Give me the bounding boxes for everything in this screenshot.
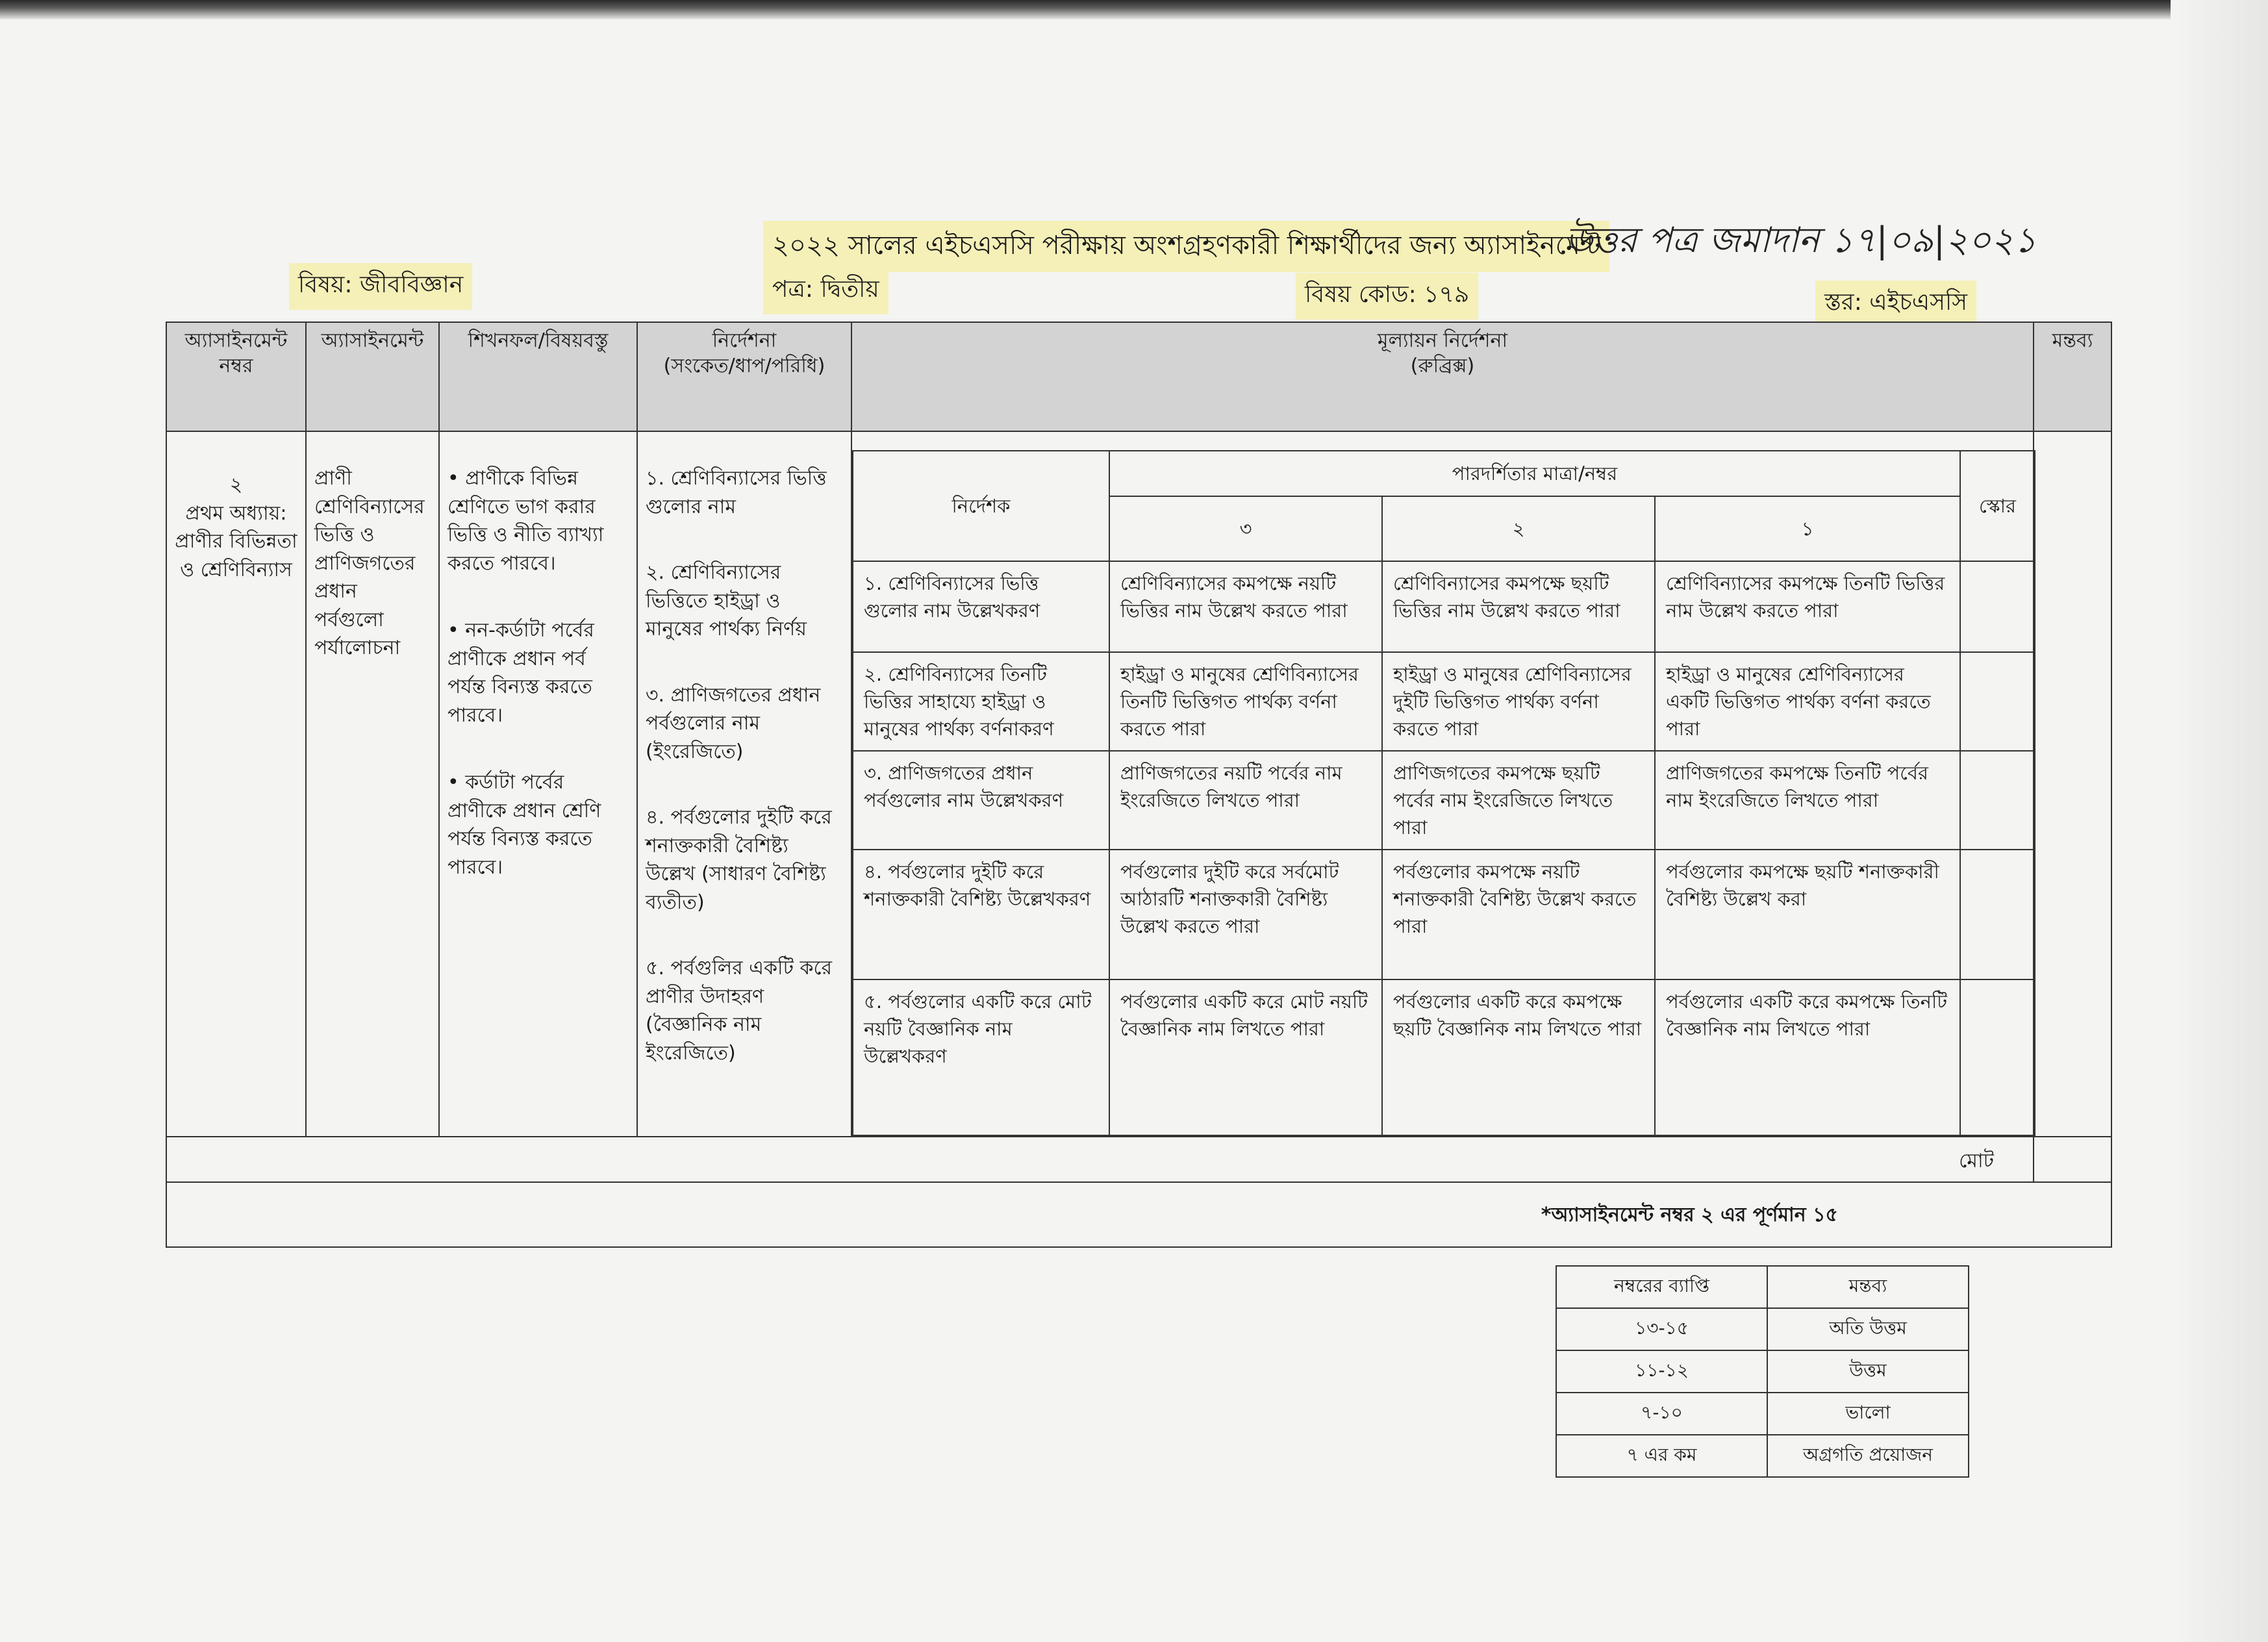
rubric-indicator-header: নির্দেশক [853, 451, 1109, 561]
step-item: ৫. পর্বগুলির একটি করে প্রাণীর উদাহরণ (বৈজ্ঞানিক নাম ইংরেজিতে) [646, 957, 833, 1065]
chapter-name: প্রথম অধ্যায়: প্রাণীর বিভিন্নতা ও শ্রেণিবিন্যাস [175, 501, 297, 581]
rubric-table [852, 450, 2035, 1136]
outcome-item: • প্রাণীকে বিভিন্ন শ্রেণিতে ভাগ করার ভিত্তি ও নীতি ব্যাখ্যা করতে পারবে। [447, 467, 604, 575]
grading-remark: উত্তম [1767, 1350, 1969, 1393]
rubric-level-2: ২ [1382, 496, 1655, 561]
level-label: স্তর: এইচএসসি [1815, 281, 1976, 327]
rubric-score-cell [1960, 652, 2035, 751]
header-remarks: মন্তব্য [2034, 322, 2111, 431]
rubric-proficiency-header: পারদর্শিতার মাত্রা/নম্বর [1109, 451, 1960, 496]
full-mark-note: *অ্যাসাইনমেন্ট নম্বর ২ এর পূর্ণমান ১৫ [166, 1182, 2111, 1247]
total-remarks-cell [2034, 1137, 2111, 1182]
rubric-level3-text: শ্রেণিবিন্যাসের কমপক্ষে নয়টি ভিত্তির নাম উল্লেখ করতে পারা [1109, 561, 1382, 652]
step-item: ৩. প্রাণিজগতের প্রধান পর্বগুলোর নাম (ইংরেজিতে) [646, 683, 821, 763]
grading-range: ৭ এর কম [1556, 1435, 1767, 1477]
rubric-score-cell [1960, 850, 2035, 979]
rubric-indicator: ৩. প্রাণিজগতের প্রধান পর্বগুলোর নাম উল্লেখকরণ [853, 751, 1109, 850]
rubric-level2-text: শ্রেণিবিন্যাসের কমপক্ষে ছয়টি ভিত্তির নাম উল্লেখ করতে পারা [1382, 561, 1655, 652]
handwritten-submission-date: উত্তর পত্র জমাদান ১৭|০৯|২০২১ [1565, 220, 2037, 260]
instruction-steps-cell [637, 431, 851, 1137]
scan-top-edge [0, 0, 2268, 19]
rubric-level2-text: পর্বগুলোর একটি করে কমপক্ষে ছয়টি বৈজ্ঞানিক নাম লিখতে পারা [1382, 979, 1655, 1135]
remarks-cell [2034, 431, 2111, 1137]
rubric-level3-text: প্রাণিজগতের নয়টি পর্বের নাম ইংরেজিতে লিখতে পারা [1109, 751, 1382, 850]
grading-range: ১১-১২ [1556, 1350, 1767, 1393]
header-assignment: অ্যাসাইনমেন্ট [306, 322, 439, 431]
grading-remark: অগ্রগতি প্রয়োজন [1767, 1435, 1969, 1477]
subject-label: বিষয়: জীববিজ্ঞান [289, 263, 472, 310]
header-instruction-title: নির্দেশনা [712, 329, 777, 352]
rubric-score-cell [1960, 751, 2035, 850]
header-instruction [637, 322, 851, 431]
rubric-level-1: ১ [1655, 496, 1960, 561]
header-assignment-no: অ্যাসাইনমেন্ট নম্বর [166, 322, 306, 431]
subject-code-label: বিষয় কোড: ১৭৯ [1296, 273, 1478, 320]
header-learning-outcome: শিখনফল/বিষয়বস্তু [439, 322, 637, 431]
grading-remark: ভালো [1767, 1393, 1969, 1435]
rubric-level2-text: হাইড্রা ও মানুষের শ্রেণিবিন্যাসের দুইটি ভিত্তিগত পার্থক্য বর্ণনা করতে পারা [1382, 652, 1655, 751]
rubric-level1-text: পর্বগুলোর একটি করে কমপক্ষে তিনটি বৈজ্ঞানিক নাম লিখতে পারা [1655, 979, 1960, 1135]
step-item: ১. শ্রেণিবিন্যাসের ভিত্তি গুলোর নাম [646, 467, 827, 518]
grading-range: ৭-১০ [1556, 1393, 1767, 1435]
outcome-item: • নন-কর্ডাটা পর্বের প্রাণীকে প্রধান পর্ব পর্যন্ত বিন্যস্ত করতে পারবে। [447, 619, 594, 727]
total-label: মোট [166, 1137, 2034, 1182]
rubric-level1-text: প্রাণিজগতের কমপক্ষে তিনটি পর্বের নাম ইংরেজিতে লিখতে পারা [1655, 751, 1960, 850]
grading-header-range: নম্বরের ব্যাপ্তি [1556, 1266, 1767, 1308]
rubric-indicator: ৪. পর্বগুলোর দুইটি করে শনাক্তকারী বৈশিষ্ট্য উল্লেখকরণ [853, 850, 1109, 979]
document-title: ২০২২ সালের এইচএসসি পরীক্ষায় অংশগ্রহণকারী শিক্ষার্থীদের জন্য অ্যাসাইনমেন্ট [763, 221, 1609, 272]
rubric-level3-text: হাইড্রা ও মানুষের শ্রেণিবিন্যাসের তিনটি ভিত্তিগত পার্থক্য বর্ণনা করতে পারা [1109, 652, 1382, 751]
step-item: ২. শ্রেণিবিন্যাসের ভিত্তিতে হাইড্রা ও মানুষের পার্থক্য নির্ণয় [646, 561, 807, 640]
paper-label: পত্র: দ্বিতীয় [763, 268, 888, 314]
rubric-level3-text: পর্বগুলোর দুইটি করে সর্বমোট আঠারটি শনাক্তকারী বৈশিষ্ট্য উল্লেখ করতে পারা [1109, 850, 1382, 979]
rubric-score-cell [1960, 561, 2035, 652]
rubric-cell [851, 431, 2034, 1137]
rubric-level2-text: পর্বগুলোর কমপক্ষে নয়টি শনাক্তকারী বৈশিষ্ট্য উল্লেখ করতে পারা [1382, 850, 1655, 979]
grading-range: ১৩-১৫ [1556, 1308, 1767, 1350]
rubric-indicator: ৫. পর্বগুলোর একটি করে মোট নয়টি বৈজ্ঞানিক নাম উল্লেখকরণ [853, 979, 1109, 1135]
learning-outcomes-cell [439, 431, 637, 1137]
step-item: ৪. পর্বগুলোর দুইটি করে শনাক্তকারী বৈশিষ্ট্য উল্লেখ (সাধারণ বৈশিষ্ট্য ব্যতীত) [646, 806, 832, 914]
rubric-level-3: ৩ [1109, 496, 1382, 561]
rubric-score-header: স্কোর [1960, 451, 2035, 561]
assignment-table [166, 322, 2112, 1248]
rubric-level1-text: হাইড্রা ও মানুষের শ্রেণিবিন্যাসের একটি ভিত্তিগত পার্থক্য বর্ণনা করতে পারা [1655, 652, 1960, 751]
rubric-indicator: ১. শ্রেণিবিন্যাসের ভিত্তি গুলোর নাম উল্লেখকরণ [853, 561, 1109, 652]
header-instruction-sub: (সংকেত/ধাপ/পরিধি) [663, 355, 825, 377]
rubric-score-cell [1960, 979, 2035, 1135]
assignment-number: ২ [229, 474, 243, 496]
grading-header-remark: মন্তব্য [1767, 1266, 1969, 1308]
rubric-level1-text: পর্বগুলোর কমপক্ষে ছয়টি শনাক্তকারী বৈশিষ্ট্য উল্লেখ করা [1655, 850, 1960, 979]
rubric-indicator: ২. শ্রেণিবিন্যাসের তিনটি ভিত্তির সাহায্যে হাইড্রা ও মানুষের পার্থক্য বর্ণনাকরণ [853, 652, 1109, 751]
rubric-level1-text: শ্রেণিবিন্যাসের কমপক্ষে তিনটি ভিত্তির নাম উল্লেখ করতে পারা [1655, 561, 1960, 652]
grading-remark: অতি উত্তম [1767, 1308, 1969, 1350]
assignment-number-cell [166, 431, 306, 1137]
assignment-cell: প্রাণী শ্রেণিবিন্যাসের ভিত্তি ও প্রাণিজগতের প্রধান পর্বগুলো পর্যালোচনা [306, 431, 439, 1137]
rubric-level3-text: পর্বগুলোর একটি করে মোট নয়টি বৈজ্ঞানিক নাম লিখতে পারা [1109, 979, 1382, 1135]
header-evaluation [851, 322, 2034, 431]
header-evaluation-title: মূল্যায়ন নির্দেশনা [1377, 329, 1508, 352]
scan-right-margin [2171, 0, 2268, 1642]
outcome-item: • কর্ডাটা পর্বের প্রাণীকে প্রধান শ্রেণি পর্যন্ত বিন্যস্ত করতে পারবে। [447, 771, 601, 879]
header-evaluation-sub: (রুব্রিক্স) [1410, 355, 1475, 377]
grading-table [1556, 1265, 1969, 1478]
rubric-level2-text: প্রাণিজগতের কমপক্ষে ছয়টি পর্বের নাম ইংরেজিতে লিখতে পারা [1382, 751, 1655, 850]
